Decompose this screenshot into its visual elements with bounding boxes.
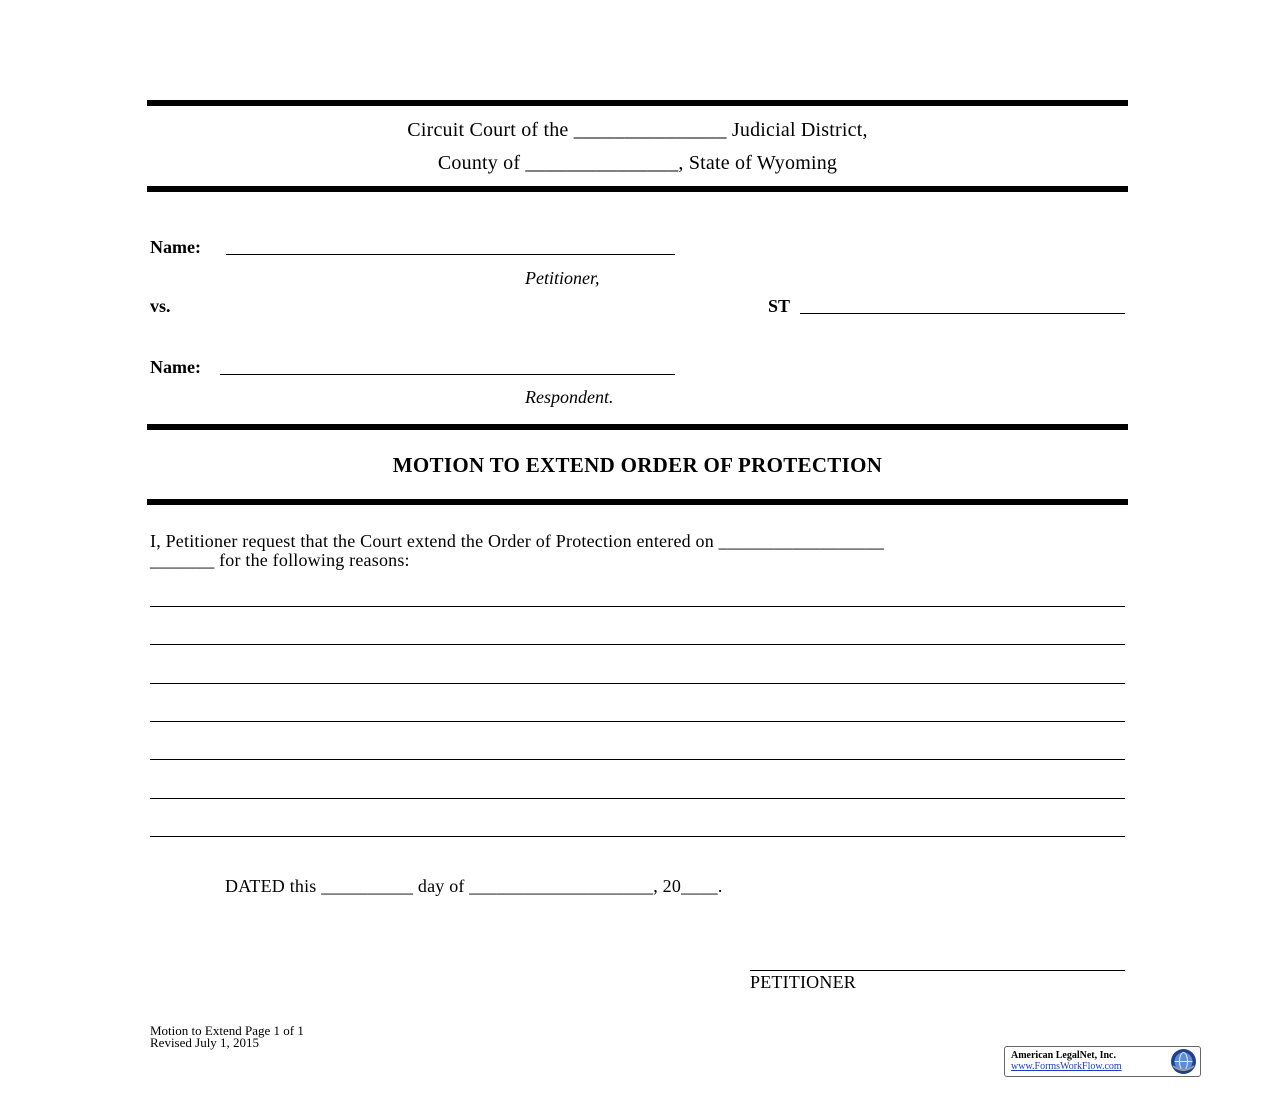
logo-url-link[interactable]: www.FormsWorkFlow.com	[1011, 1061, 1122, 1072]
title-bottom-rule	[147, 499, 1128, 505]
petitioner-name-field[interactable]	[226, 254, 675, 255]
publisher-logo[interactable]	[1004, 1046, 1201, 1077]
court-line: Circuit Court of the _______________ Judicial District,	[407, 119, 868, 141]
reason-line[interactable]	[150, 644, 1125, 645]
petitioner-name-label: Name:	[150, 237, 201, 257]
title-top-rule	[147, 424, 1128, 430]
reason-line[interactable]	[150, 759, 1125, 760]
county-line: County of _______________, State of Wyoming	[437, 152, 838, 174]
respondent-role: Respondent.	[525, 387, 614, 407]
petitioner-role: Petitioner,	[525, 268, 600, 288]
reason-line[interactable]	[150, 798, 1125, 799]
reason-line[interactable]	[150, 683, 1125, 684]
reason-line[interactable]	[150, 721, 1125, 722]
respondent-name-field[interactable]	[220, 374, 675, 375]
dated-line: DATED this __________ day of ____________________, 20____.	[225, 876, 723, 896]
request-text-line2: _______ for the following reasons:	[150, 550, 410, 570]
respondent-name-label: Name:	[150, 357, 201, 377]
case-number-label: ST	[768, 296, 791, 316]
document-title: MOTION TO EXTEND ORDER OF PROTECTION	[392, 453, 883, 477]
header-bottom-rule	[147, 186, 1128, 192]
signature-field[interactable]	[750, 970, 1125, 971]
footer-page: Motion to Extend Page 1 of 1	[150, 1023, 304, 1038]
globe-icon	[1170, 1048, 1197, 1075]
versus-label: vs.	[150, 296, 171, 316]
request-text-line1: I, Petitioner request that the Court extend the Order of Protection entered on __________________	[150, 531, 885, 551]
reason-line[interactable]	[150, 836, 1125, 837]
reason-line[interactable]	[150, 606, 1125, 607]
header-top-rule	[147, 100, 1128, 106]
signature-label: PETITIONER	[750, 972, 856, 992]
logo-company-name: American LegalNet, Inc.	[1011, 1050, 1116, 1061]
case-number-field[interactable]	[800, 313, 1125, 314]
footer-revised: Revised July 1, 2015	[150, 1035, 260, 1050]
